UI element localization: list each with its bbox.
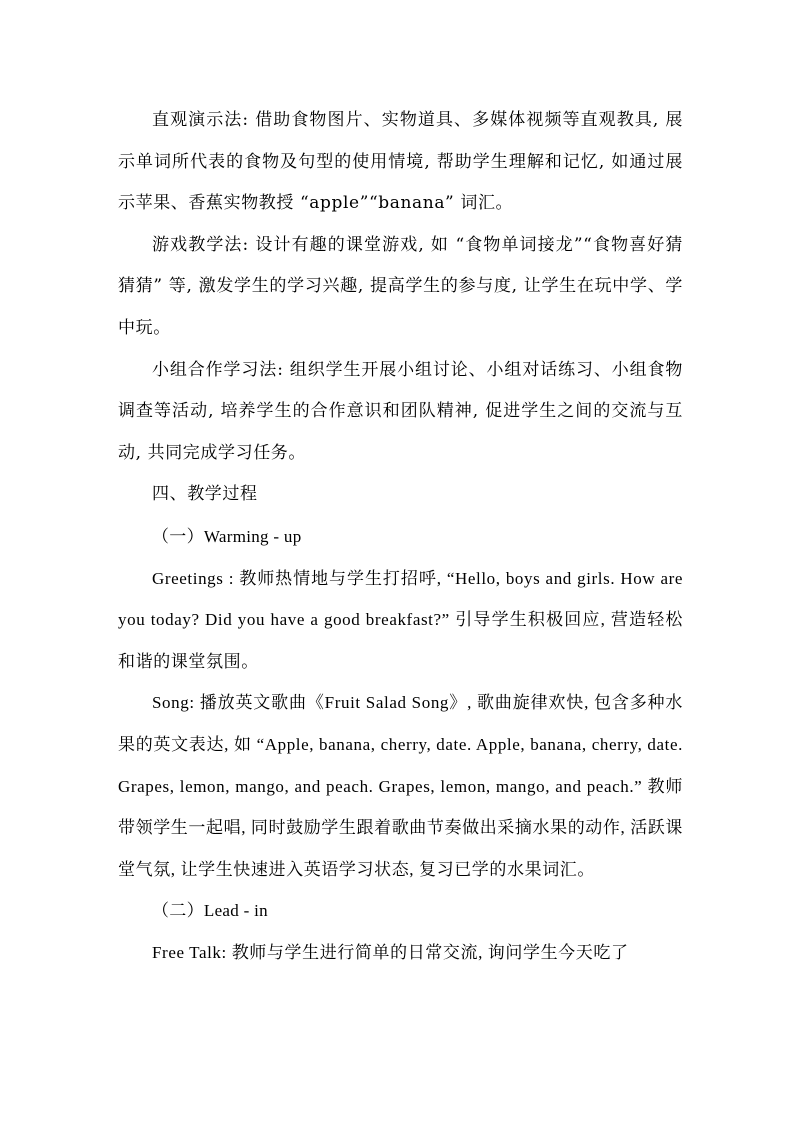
document-body — [118, 100, 683, 973]
subheading-warming-up: （一）Warming - up — [152, 526, 302, 546]
paragraph-group-method: 小组合作学习法: 组织学生开展小组讨论、小组对话练习、小组食物调查等活动, 培养学生的合作意识和团队精神, 促进学生之间的交流与互动, 共同完成学习任务。 — [118, 359, 683, 463]
paragraph-free-talk: Free Talk: 教师与学生进行简单的日常交流, 询问学生今天吃了 — [152, 942, 629, 962]
paragraph-song: Song: 播放英文歌曲《Fruit Salad Song》, 歌曲旋律欢快, 包含多种水果的英文表达, 如 “Apple, banana, cherry, date. Apple, banana, cherry, date. Grapes, lemon, mango, and peach. Grapes, lemon, mango, and peach.” 教师带领学生一起唱, 同时鼓励学生跟着歌曲节奏做出采摘水果的动作, 活跃课堂气氛, 让学生快速进入英语学习状态, 复习已学的水果词汇。 — [118, 693, 683, 879]
subheading-lead-in: （二）Lead - in — [152, 901, 268, 921]
paragraph-game-method: 游戏教学法: 设计有趣的课堂游戏, 如 “食物单词接龙”“食物喜好猜猜猜” 等, 激发学生的学习兴趣, 提高学生的参与度, 让学生在玩中学、学中玩。 — [118, 234, 683, 338]
paragraph-greetings: Greetings : 教师热情地与学生打招呼, “Hello, boys and girls. How are you today? Did you have a good breakfast?” 引导学生积极回应, 营造轻松和谐的课堂氛围。 — [118, 568, 683, 671]
paragraph-demonstration-method: 直观演示法: 借助食物图片、实物道具、多媒体视频等直观教具, 展示单词所代表的食物及句型的使用情境, 帮助学生理解和记忆, 如通过展示苹果、香蕉实物教授 “apple”“banana” 词汇。 — [118, 110, 683, 214]
section-heading-teaching-process: 四、教学过程 — [152, 484, 258, 505]
